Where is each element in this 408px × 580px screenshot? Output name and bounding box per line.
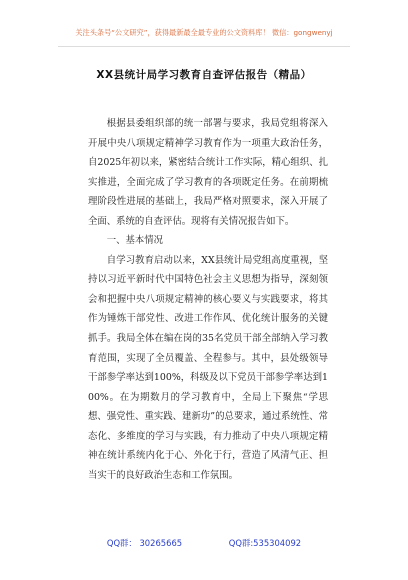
qq-group-1: QQ群： 30265665 (106, 538, 183, 548)
intro-paragraph: 根据县委组织部的统一部署与要求，我局党组将深入开展中央八项规定精神学习教育作为一项重大政治任务，自2025年初以来，紧密结合统计工作实际，精心组织、扎实推进，全面完成了学习教育的各项既定任务。在前期梳理阶段性进展的基础上，我局严格对照要求，深入开展了全面、系统的自查评估。现将有关情况报告如下。 (88, 118, 328, 227)
section-heading-basic-info: 一、基本情况 (106, 235, 164, 247)
footer-contacts (0, 537, 408, 549)
header-divider (58, 46, 350, 47)
document-title: XX县统计局学习教育自查评估报告（精品） (96, 69, 312, 81)
qq-group-2: QQ群:535304092 (228, 538, 302, 548)
basic-info-paragraph: 自学习教育启动以来，XX县统计局党组高度重视，坚持以习近平新时代中国特色社会主义思想为指导，深刻领会和把握中央八项规定精神的核心要义与实践要求，将其作为锤炼干部党性、改进工作作风、优化统计服务的关键抓手。我局全体在编在岗的35名党员干部全部纳入学习教育范围，实现了全员覆盖、全程参与。其中，县处级领导干部参学率达到100%，科级及以下党员干部参学率达到100%。在为期数月的学习教育中，全局上下聚焦“学思想、强党性、重实践、建新功”的总要求，通过系统性、常态化、多维度的学习与实践，有力推动了中央八项规定精神在统计系统内化于心、外化于行，营造了风清气正、担当实干的良好政治生态和工作氛围。 (88, 254, 328, 481)
header-banner: 关注头条号“公文研究”，获得最新最全最专业的公文资料库！ 微信：gongwenyj (75, 28, 333, 37)
document-body (88, 114, 328, 485)
